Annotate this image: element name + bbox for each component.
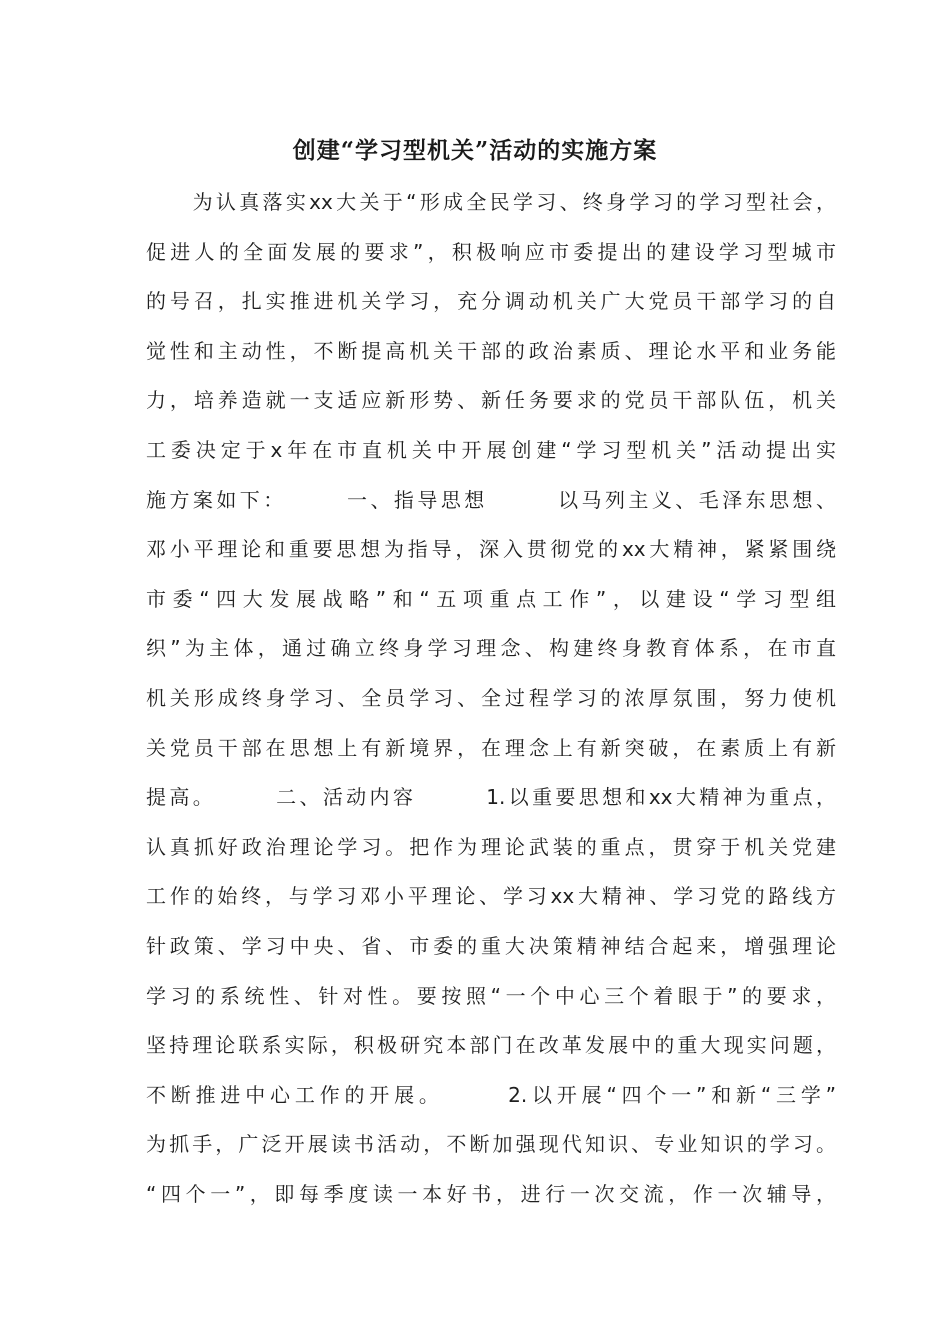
body-line: 力，培养造就一支适应新形势、新任务要求的党员干部队伍，机关 — [146, 388, 836, 413]
body-line: 施方案如下： 一、指导思想 以马列主义、毛泽东思想、 — [146, 487, 836, 512]
body-line: 不断推进中心工作的开展。 2.以开展“四个一”和新“三学” — [146, 1082, 836, 1107]
body-line: 坚持理论联系实际，积极研究本部门在改革发展中的重大现实问题， — [146, 1033, 836, 1058]
body-line: 促进人的全面发展的要求”，积极响应市委提出的建设学习型城市 — [146, 239, 836, 264]
body-line: 市委“四大发展战略”和“五项重点工作”，以建设“学习型组 — [146, 586, 836, 611]
body-line: 为认真落实xx大关于“形成全民学习、终身学习的学习型社会， — [146, 190, 836, 214]
document-title: 创建“学习型机关”活动的实施方案 — [292, 137, 658, 164]
body-line: “四个一”，即每季度读一本好书，进行一次交流，作一次辅导， — [146, 1181, 836, 1206]
body-line: 工委决定于x年在市直机关中开展创建“学习型机关”活动提出实 — [146, 437, 836, 462]
document-body — [146, 178, 836, 1219]
body-line: 工作的始终，与学习邓小平理论、学习xx大精神、学习党的路线方 — [146, 884, 836, 909]
body-line: 觉性和主动性，不断提高机关干部的政治素质、理论水平和业务能 — [146, 338, 836, 363]
body-line: 认真抓好政治理论学习。把作为理论武装的重点，贯穿于机关党建 — [146, 834, 836, 859]
body-line: 学习的系统性、针对性。要按照“一个中心三个着眼于”的要求， — [146, 983, 836, 1008]
body-line: 机关形成终身学习、全员学习、全过程学习的浓厚氛围，努力使机 — [146, 685, 836, 710]
body-line: 为抓手，广泛开展读书活动，不断加强现代知识、专业知识的学习。 — [146, 1132, 836, 1157]
body-line: 关党员干部在思想上有新境界，在理念上有新突破，在素质上有新 — [146, 735, 836, 760]
body-line: 针政策、学习中央、省、市委的重大决策精神结合起来，增强理论 — [146, 933, 836, 958]
body-line: 提高。 二、活动内容 1.以重要思想和xx大精神为重点， — [146, 785, 836, 810]
body-line: 邓小平理论和重要思想为指导，深入贯彻党的xx大精神，紧紧围绕 — [146, 537, 836, 562]
body-line: 的号召，扎实推进机关学习，充分调动机关广大党员干部学习的自 — [146, 289, 836, 314]
body-line: 织”为主体，通过确立终身学习理念、构建终身教育体系，在市直 — [146, 636, 836, 661]
